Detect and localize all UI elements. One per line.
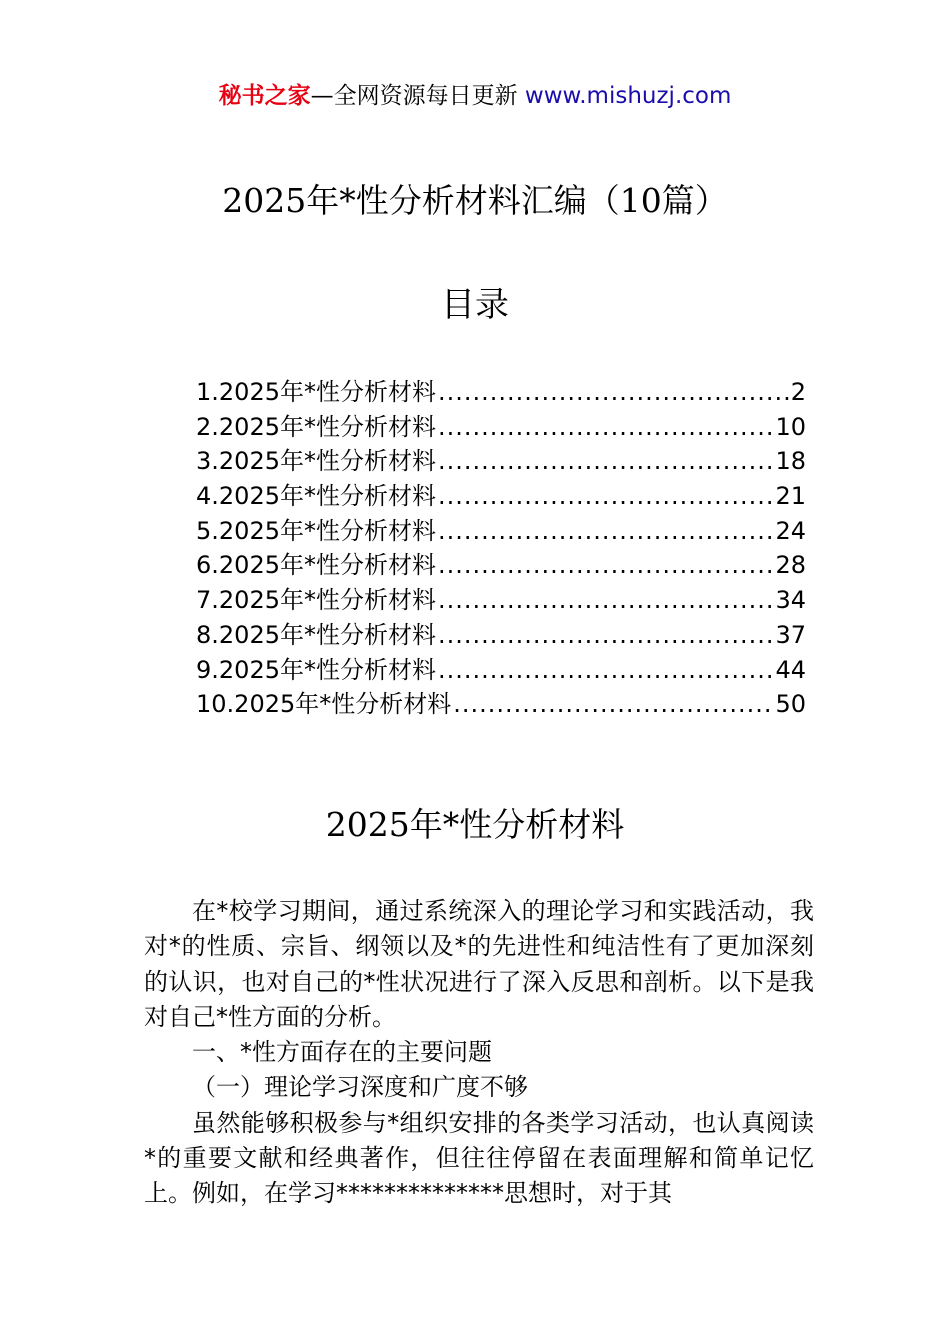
table-of-contents	[196, 375, 806, 722]
toc-entry-label: 6.2025年*性分析材料	[196, 551, 436, 580]
toc-entry-label: 8.2025年*性分析材料	[196, 620, 436, 649]
site-tagline: —全网资源每日更新	[310, 83, 518, 109]
toc-entry-page: 50	[775, 690, 806, 719]
toc-leader-dots	[438, 583, 773, 617]
toc-leader-dots	[438, 375, 789, 409]
toc-entry-label: 9.2025年*性分析材料	[196, 655, 436, 684]
toc-leader-dots	[438, 514, 773, 548]
toc-entry-label: 10.2025年*性分析材料	[196, 690, 452, 719]
toc-entry[interactable]	[196, 514, 806, 549]
site-header	[0, 80, 950, 112]
toc-entry-page: 34	[775, 586, 806, 615]
toc-entry[interactable]	[196, 410, 806, 445]
toc-leader-dots	[438, 410, 773, 444]
toc-entry-page: 24	[775, 516, 806, 545]
subsection-heading: （一）理论学习深度和广度不够	[192, 1073, 528, 1102]
toc-entry-page: 28	[775, 551, 806, 580]
toc-leader-dots	[453, 687, 773, 721]
toc-entry-page: 10	[775, 412, 806, 441]
toc-entry-page: 2	[790, 378, 806, 406]
toc-entry-label: 4.2025年*性分析材料	[196, 482, 436, 511]
toc-entry-page: 44	[775, 655, 806, 684]
toc-entry-label: 5.2025年*性分析材料	[196, 516, 436, 545]
toc-entry-label: 7.2025年*性分析材料	[196, 586, 436, 615]
section-heading: 一、*性方面存在的主要问题	[192, 1038, 492, 1067]
body-paragraph: 虽然能够积极参与*组织安排的各类学习活动，也认真阅读*的重要文献和经典著作，但往往停留在表面理解和简单记忆上。例如，在学习**************思想时，对于其	[144, 1108, 814, 1208]
toc-entry-label: 2.2025年*性分析材料	[196, 412, 436, 441]
toc-entry[interactable]	[196, 375, 806, 410]
document-title: 2025年*性分析材料汇编（10篇）	[222, 181, 728, 220]
toc-entry-page: 21	[775, 482, 806, 511]
toc-entry-label: 1.2025年*性分析材料	[196, 378, 436, 406]
toc-leader-dots	[438, 444, 773, 478]
toc-entry[interactable]	[196, 653, 806, 688]
toc-entry[interactable]	[196, 687, 806, 722]
toc-leader-dots	[438, 618, 773, 652]
toc-entry-page: 18	[775, 447, 806, 476]
toc-entry[interactable]	[196, 583, 806, 618]
toc-heading: 目录	[441, 285, 509, 325]
toc-leader-dots	[438, 479, 773, 513]
toc-leader-dots	[438, 548, 773, 582]
article-title: 2025年*性分析材料	[325, 805, 625, 844]
article-body	[144, 894, 814, 1212]
body-paragraph: 在*校学习期间，通过系统深入的理论学习和实践活动，我对*的性质、宗旨、纲领以及*的先进性和纯洁性有了更加深刻的认识，也对自己的*性状况进行了深入反思和剖析。以下是我对自己*性方面的分析。	[144, 897, 814, 1031]
toc-entry[interactable]	[196, 548, 806, 583]
toc-entry-label: 3.2025年*性分析材料	[196, 447, 436, 476]
toc-entry[interactable]	[196, 479, 806, 514]
toc-entry[interactable]	[196, 444, 806, 479]
site-brand: 秘书之家	[218, 83, 311, 109]
toc-entry-page: 37	[775, 620, 806, 649]
site-url[interactable]: www.mishuzj.com	[524, 83, 732, 109]
toc-entry[interactable]	[196, 618, 806, 653]
toc-leader-dots	[438, 653, 773, 687]
